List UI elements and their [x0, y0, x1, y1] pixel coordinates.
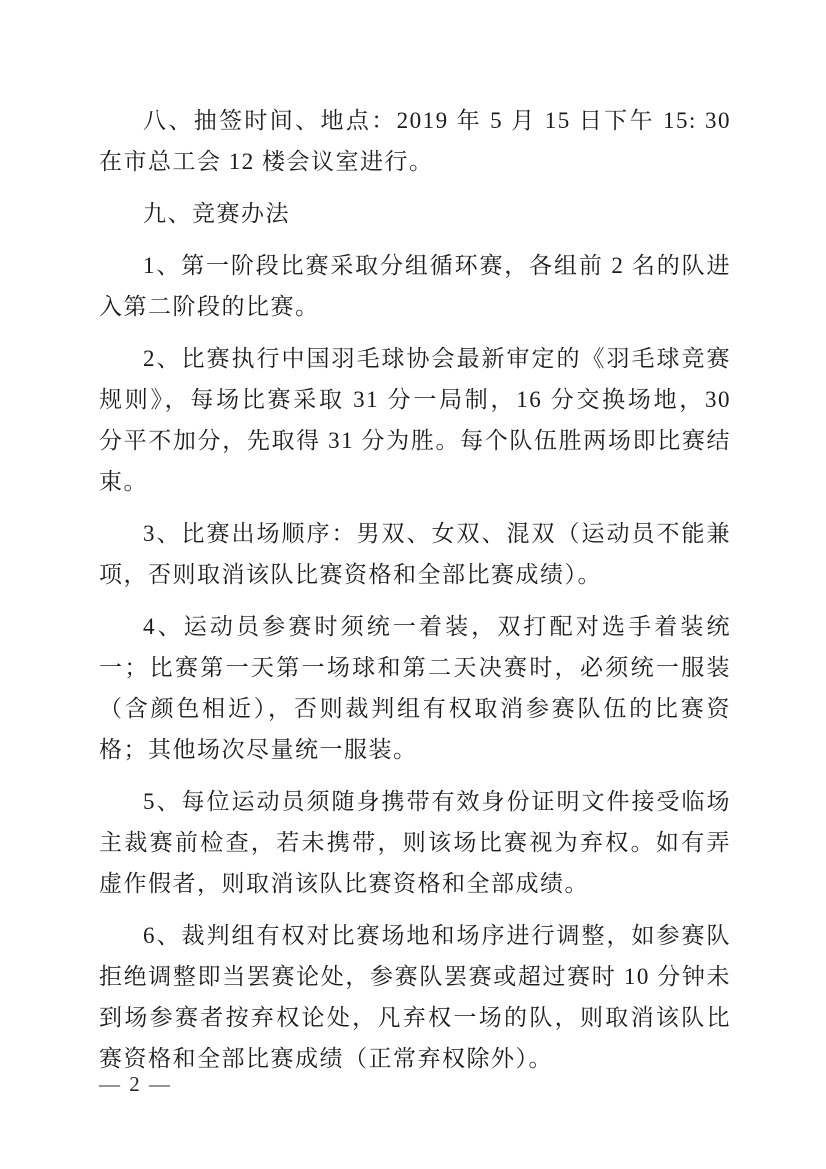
- heading-competition-method: 九、竞赛办法: [143, 201, 290, 226]
- para-referee-adjustment: 6、裁判组有权对比赛场地和场序进行调整，如参赛队拒绝调整即当罢赛论处，参赛队罢赛或超过赛时 10 分钟未到场参赛者按弃权论处，凡弃权一场的队，则取消该队比赛资格和全部比赛成绩（正常弃权除外）。: [99, 923, 731, 1071]
- para-draw-time-location: 八、抽签时间、地点：2019 年 5 月 15 日下午 15: 30 在市总工会 12 楼会议室进行。: [99, 108, 731, 174]
- para-id-check: 5、每位运动员须随身携带有效身份证明文件接受临场主裁赛前检查，若未携带，则该场比赛视为弃权。如有弄虚作假者，则取消该队比赛资格和全部成绩。: [99, 789, 731, 896]
- page-footer: [99, 1072, 299, 1097]
- para-stage-one-format: 1、第一阶段比赛采取分组循环赛，各组前 2 名的队进入第二阶段的比赛。: [99, 253, 731, 319]
- para-match-order: 3、比赛出场顺序：男双、女双、混双（运动员不能兼项，否则取消该队比赛资格和全部比赛成绩）。: [99, 521, 731, 587]
- page-number: — 2 —: [99, 1072, 172, 1096]
- document-body: [99, 100, 731, 1079]
- para-rules-scoring: 2、比赛执行中国羽毛球协会最新审定的《羽毛球竞赛规则》，每场比赛采取 31 分一局制，16 分交换场地，30 分平不加分，先取得 31 分为胜。每个队伍胜两场即比赛结束。: [99, 346, 731, 494]
- para-dress-code: 4、运动员参赛时须统一着装，双打配对选手着装统一；比赛第一天第一场球和第二天决赛时，必须统一服装（含颜色相近），否则裁判组有权取消参赛队伍的比赛资格；其他场次尽量统一服装。: [99, 614, 731, 762]
